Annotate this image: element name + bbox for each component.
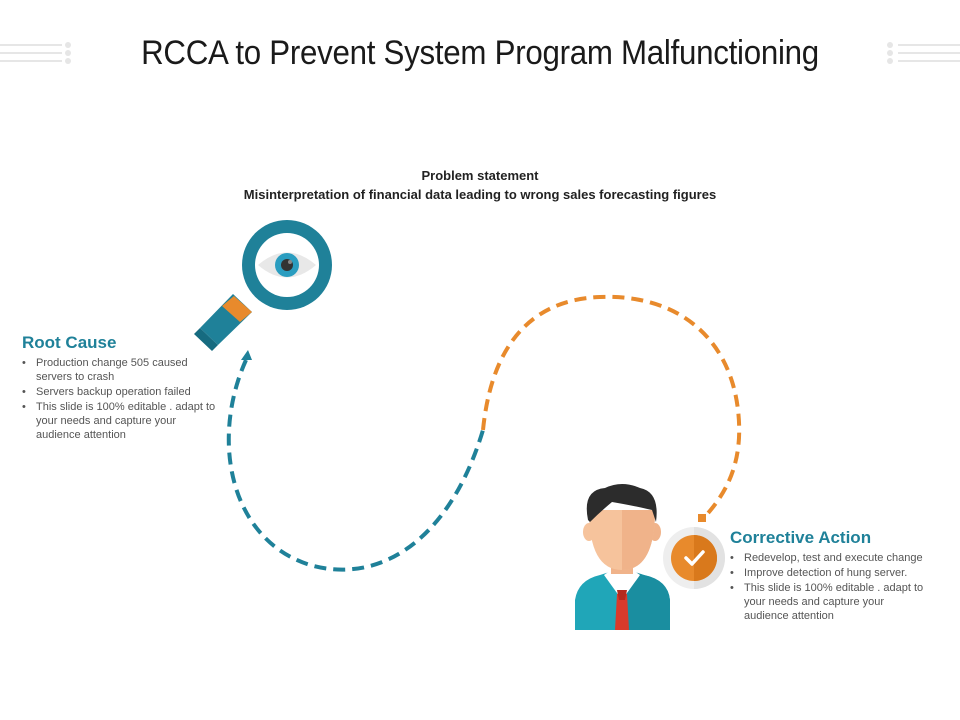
list-item: • This slide is 100% editable . adapt to your needs and capture your audience attention (730, 581, 930, 623)
root-cause-heading: Root Cause (22, 333, 117, 352)
teal-arrow-head (241, 350, 252, 360)
root-cause-block (22, 333, 222, 443)
corrective-action-block (730, 528, 930, 624)
corrective-action-list (730, 551, 930, 623)
list-item: • Improve detection of hung server. (730, 566, 930, 580)
root-cause-list (22, 356, 222, 442)
magnifier-eye-icon (194, 220, 332, 351)
businessman-icon (575, 484, 670, 630)
teal-dashed-path (229, 360, 483, 570)
list-item: • This slide is 100% editable . adapt to your needs and capture your audience attention (22, 400, 222, 442)
problem-heading: Problem statement (421, 168, 539, 183)
checkmark-badge-icon (663, 527, 725, 589)
page-title: RCCA to Prevent System Program Malfunctioning (141, 34, 819, 72)
problem-text: Misinterpretation of financial data leading to wrong sales forecasting figures (243, 187, 717, 202)
list-item: • Servers backup operation failed (22, 385, 222, 399)
corrective-action-heading: Corrective Action (730, 528, 872, 547)
list-item: • Production change 505 caused servers to crash (22, 356, 222, 384)
orange-end-tick (698, 514, 706, 522)
list-item: • Redevelop, test and execute change (730, 551, 930, 565)
